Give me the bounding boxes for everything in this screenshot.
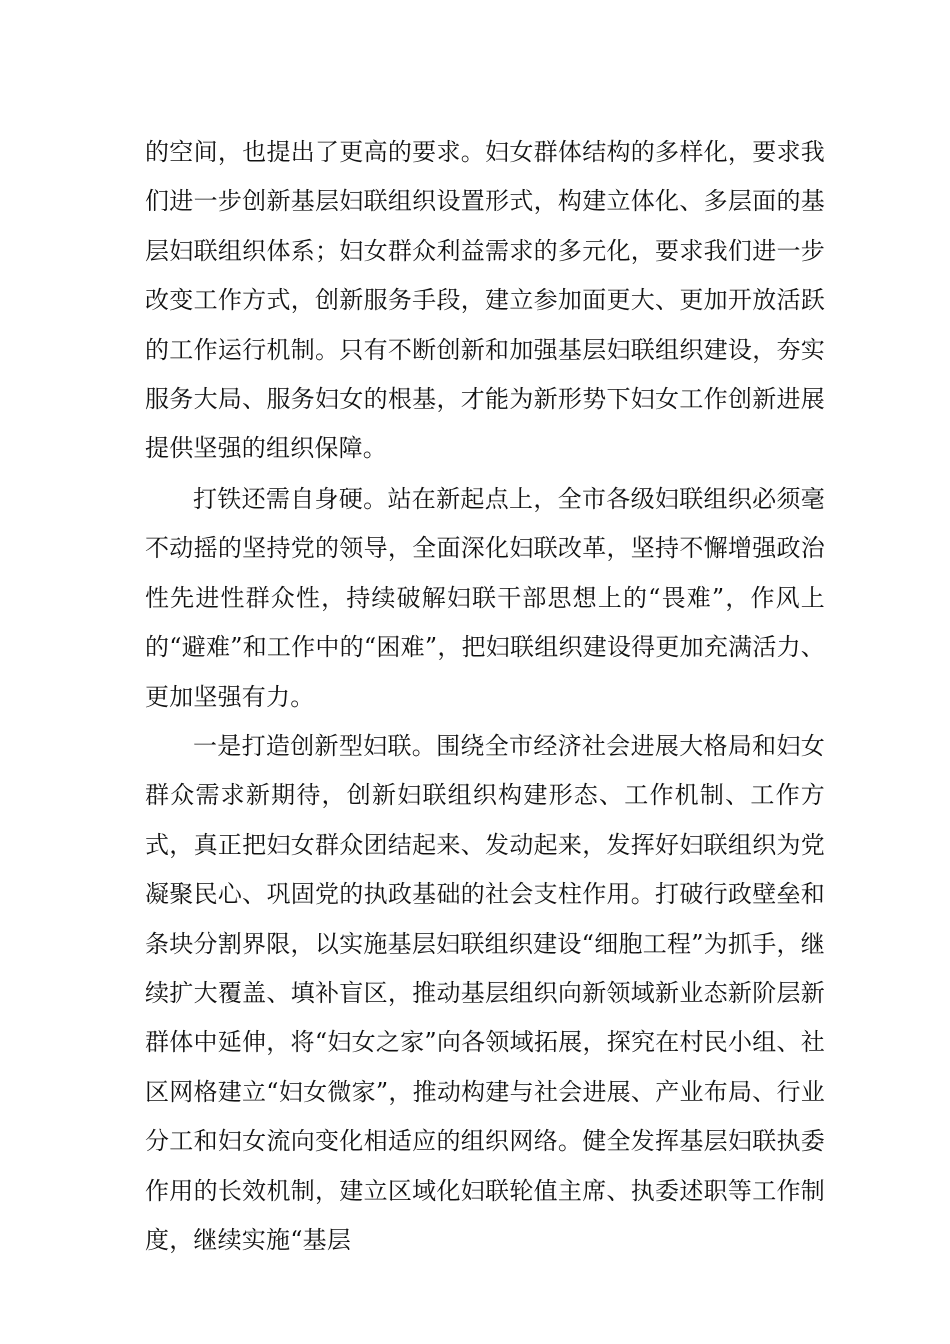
paragraph-continuation: 的空间，也提出了更高的要求。妇女群体结构的多样化，要求我们进一步创新基层妇联组织设置形式，构建立体化、多层面的基层妇联组织体系；妇女群众利益需求的多元化，要求我们进一步改变工作方式，创新服务手段，建立参加面更大、更加开放活跃的工作运行机制。只有不断创新和加强基层妇联组织建设，夯实服务大局、服务妇女的根基，才能为新形势下妇女工作创新进展提供坚强的组织保障。 [145, 138, 825, 463]
paragraph-self-strengthening: 打铁还需自身硬。站在新起点上，全市各级妇联组织必须毫不动摇的坚持党的领导，全面深化妇联改革，坚持不懈增强政治性先进性群众性，持续破解妇联干部思想上的“畏难”，作风上的“避难”和工作中的“困难”，把妇联组织建设得更加充满活力、更加坚强有力。 [145, 485, 825, 711]
paragraph-innovative-federation: 一是打造创新型妇联。围绕全市经济社会进展大格局和妇女群众需求新期待，创新妇联组织构建形态、工作机制、工作方式，真正把妇女群众团结起来、发动起来，发挥好妇联组织为党凝聚民心、巩固党的执政基础的社会支柱作用。打破行政壁垒和条块分割界限，以实施基层妇联组织建设“细胞工程”为抓手，继续扩大覆盖、填补盲区，推动基层组织向新领域新业态新阶层新群体中延伸，将“妇女之家”向各领域拓展，探究在村民小组、社区网格建立“妇女微家”，推动构建与社会进展、产业布局、行业分工和妇女流向变化相适应的组织网络。健全发挥基层妇联执委作用的长效机制，建立区域化妇联轮值主席、执委述职等工作制度，继续实施“基层 [145, 732, 825, 1255]
